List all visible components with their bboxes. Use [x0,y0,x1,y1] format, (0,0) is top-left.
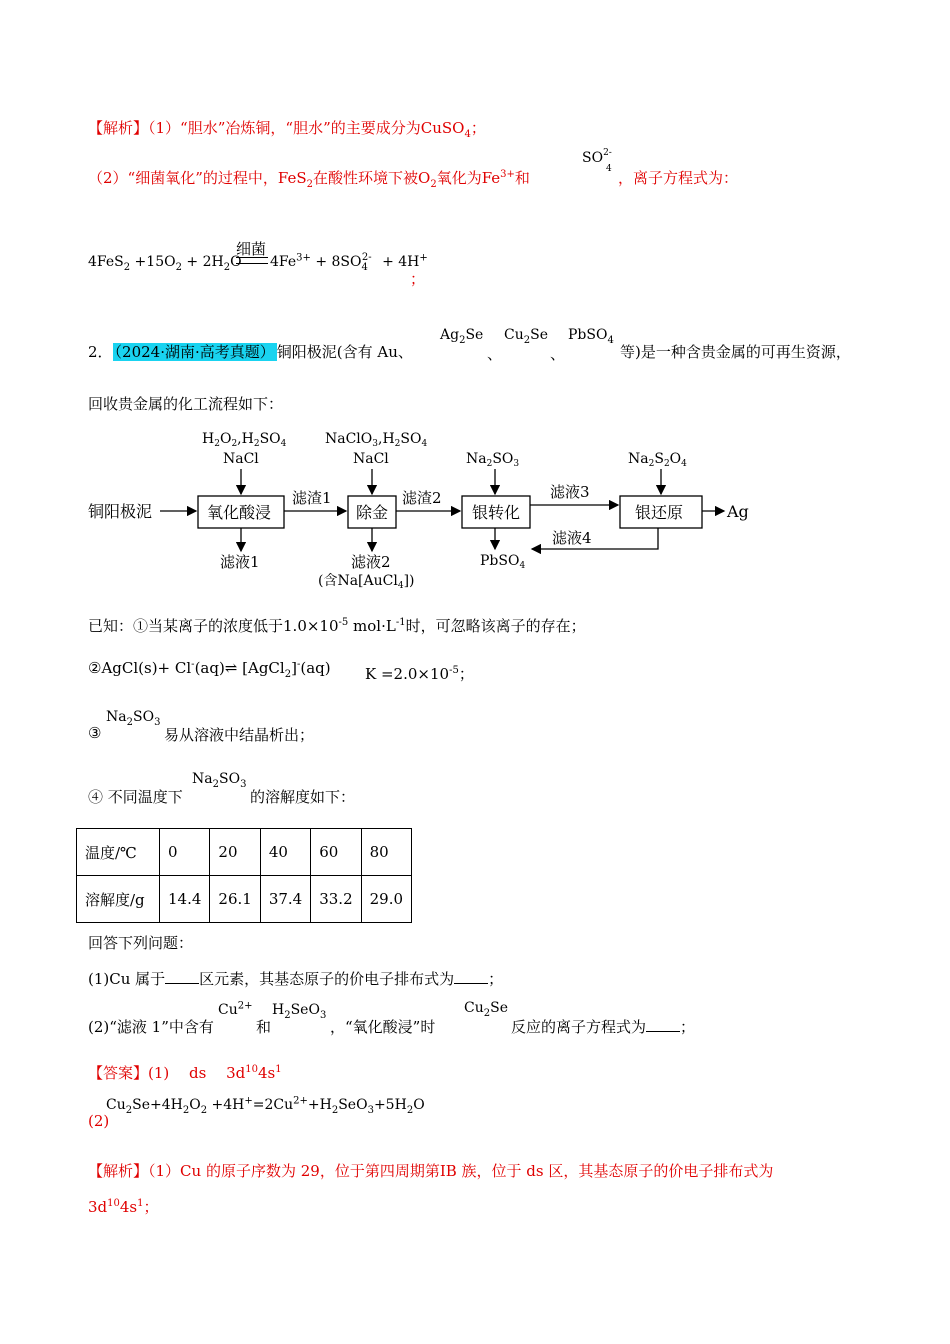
formula-cu2se: $Cu_2Se$ [504,327,548,346]
arrow2-label: 滤渣2 [402,489,442,507]
table-row [77,876,412,923]
questions-intro: 回答下列问题： [88,934,194,952]
text: 在酸性环境下被O [313,169,431,187]
analysis-2-line-1 [88,1160,773,1181]
reagent1-line1: $H_2O_2,H_2SO_4$ [202,431,287,449]
text: ； [488,970,504,988]
table-cell: 40 [260,829,310,876]
text: 区元素，其基态原子的价电子排布式为 [199,970,455,988]
formula-cu2plus: $Cu^{2+}$ [218,1000,253,1018]
analysis-1-text: （1）“胆水”冶炼铜，“胆水”的主要成分为CuSO [148,119,465,137]
reagent1-line2: NaCl [223,451,259,467]
analysis-1-line-2 [88,167,530,188]
text: 氧化为Fe [436,169,501,187]
text: 和 [256,1018,272,1036]
answer-tag: 【答案】 [88,1064,149,1082]
known-4-num: ④ 不同温度下 [88,788,183,806]
subscript: 4 [464,129,471,140]
superscript: 2- [603,148,612,158]
text: 等)是一种含贵金属的可再生资源， [620,343,851,361]
text: (1)Cu 属于 [88,970,166,988]
out2-label: 滤液2 [351,553,391,571]
analysis-tag: 【解析】 [88,119,149,137]
answer-blank [454,969,488,984]
table-cell: 14.4 [160,876,210,923]
known-4-formula: $Na_2SO_3$ [192,771,247,790]
text: ，离子方程式为： [618,169,739,187]
answer-equation: $Cu_2Se+4H_2O_2 +4H^+=2Cu^{2+}+H_2SeO_3+5H_2O$ [106,1095,425,1116]
punct: 、 [550,345,566,363]
text: 反应的离子方程式为 [511,1018,647,1036]
answer-blank [646,1017,680,1032]
question-2-2-a: (2)“滤液 1”中含有 [88,1018,214,1036]
sulfate-formula [582,148,612,174]
equals-sign [236,257,268,264]
arrow3-label: 滤液3 [550,483,590,501]
table-cell: 29.0 [361,876,411,923]
out2-note: (含Na[AuCl$_4$]) [318,573,415,591]
superscript: 3+ [500,169,515,180]
formula-pbso4: PbSO$_4$ [568,327,614,346]
table-cell: 温度/℃ [77,829,160,876]
known-4-text: 的溶解度如下： [250,788,356,806]
subscript: 2 [430,179,437,190]
box1-label: 氧化酸浸 [207,503,272,522]
formula-cu2se-q: $Cu_2Se$ [464,1000,508,1019]
formula-ag2se: $Ag_2Se$ [440,327,484,346]
table-cell: 20 [210,829,260,876]
formula-h2seo3: $H_2SeO_3$ [272,1002,327,1021]
box4-label: 银还原 [635,503,684,522]
process-flowchart [80,425,780,595]
subscript: 4 [606,164,612,174]
analysis-1-line-1 [88,117,486,138]
question-2-1 [88,968,503,989]
out1-label: 滤液1 [220,553,260,571]
known-2: ②AgCl(s)+ Cl-(aq)⇌ [AgCl$_2$]-(aq) [88,659,331,680]
reagent3-label: $Na_2SO_3$ [466,451,520,469]
punct: ； [410,270,426,288]
out3-label: PbSO$_4$ [480,553,526,571]
table-row [77,829,412,876]
known-3-text: 易从溶液中结晶析出； [164,726,315,744]
box2-label: 除金 [356,503,389,522]
table-cell: 26.1 [210,876,260,923]
text: 铜阳极泥(含有 Au、 [276,343,413,361]
question-2-line-1 [88,341,413,362]
analysis-tag: 【解析】 [88,1162,149,1180]
text: ，“氧化酸浸”时 [330,1018,436,1036]
arrow4-label: 滤液4 [552,529,592,547]
answer-2-num: (2) [88,1112,110,1130]
text: （1）Cu 的原子序数为 29，位于第四周期第ⅠB 族，位于 ds 区，其基态原子的价电子排布式为 [148,1162,774,1180]
table-cell: 33.2 [311,876,361,923]
formula-main: SO [582,150,604,166]
solubility-table [76,828,412,923]
table-cell: 60 [311,829,361,876]
question-2-line-2: 回收贵金属的化工流程如下： [88,395,284,413]
table-cell: 0 [160,829,210,876]
table-cell: 溶解度/g [77,876,160,923]
reaction-condition: 细菌 [236,240,267,258]
known-3-num: ③ [88,724,102,742]
text: 和 [514,169,530,187]
source-tag: （2024·湖南·高考真题） [114,343,275,361]
punct: 、 [487,345,503,363]
answer-blank [165,969,199,984]
text: ； [680,1018,696,1036]
answer-line-1: 【答案】(1) ds $3d^{10}4s^1$ [88,1064,282,1082]
end-label: Ag [727,502,749,521]
table-cell: 80 [361,829,411,876]
start-label: 铜阳极泥 [88,502,153,521]
known-2-k: $K =2.0\times 10^{-5}$； [365,665,474,683]
reagent2-line1: $NaClO_3,H_2SO_4$ [325,431,428,449]
question-number: 2． [88,343,113,361]
punct: ； [470,119,486,137]
analysis-2-line-2: $3d^{10}4s^1$； [88,1198,159,1216]
text: （2）“细菌氧化”的过程中，FeS [88,169,307,187]
equation-1: $4FeS_2 +15O_2 + 2H_2O$ [88,254,242,273]
reagent2-line2: NaCl [353,451,389,467]
reagent4-label: $Na_2S_2O_4$ [628,451,687,469]
known-3-formula: $Na_2SO_3$ [106,709,161,728]
question-2-2-c [511,1016,695,1037]
box3-label: 银转化 [472,503,521,522]
known-1: 已知：①当某离子的浓度低于$1.0\times 10^{-5}$ $mol\cdot L^{-1}$时，可忽略该离子的存在； [88,617,586,635]
equation-1-products: $4Fe^{3+} + 8SO_4^{2-} + 4H^+$ [270,252,428,273]
subscript: 2 [306,179,313,190]
arrow1-label: 滤渣1 [292,489,332,507]
table-cell: 37.4 [260,876,310,923]
